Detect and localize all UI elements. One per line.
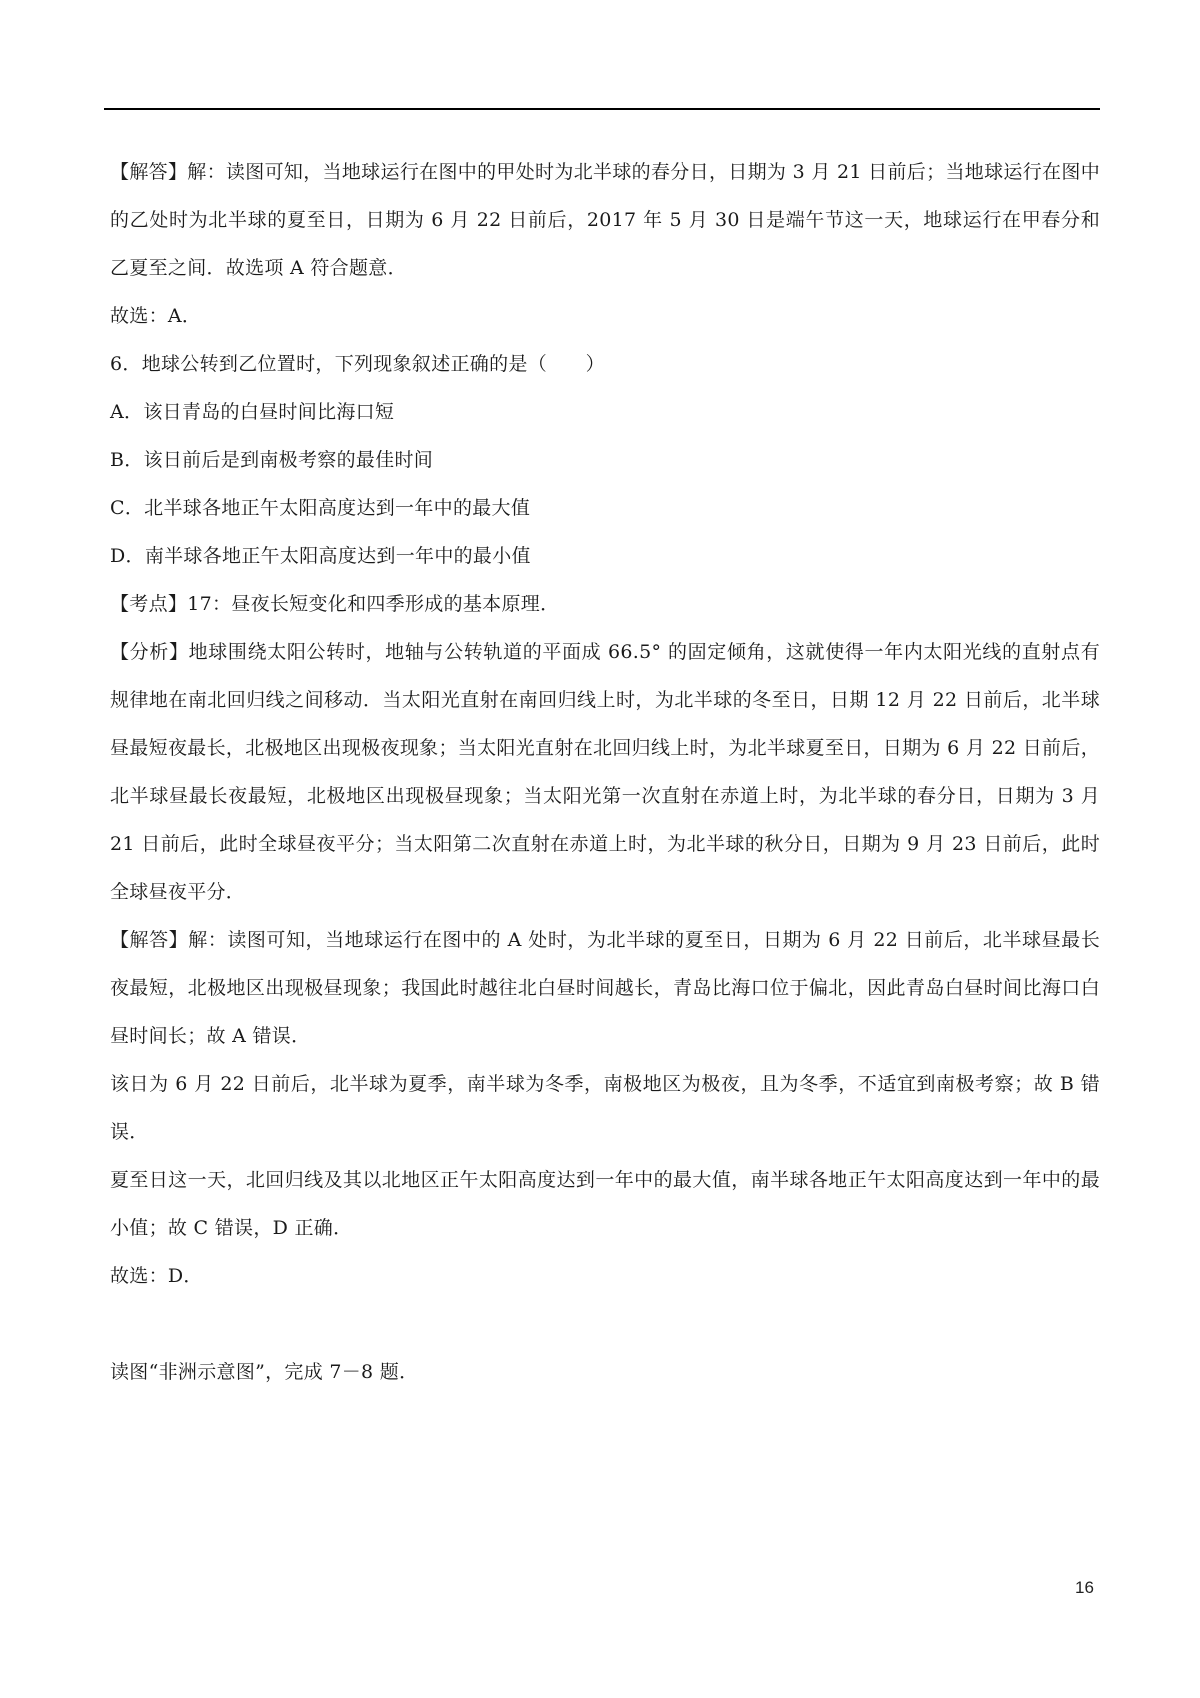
question-6-stem: 6．地球公转到乙位置时，下列现象叙述正确的是（ ） <box>110 353 605 375</box>
answer-explanation-cd: 夏至日这一天，北回归线及其以北地区正午太阳高度达到一年中的最大值，南半球各地正午太阳高度达到一年中的最小值；故 C 错误，D 正确． <box>110 1169 1100 1239</box>
header-rule <box>104 108 1100 110</box>
option-d: D．南半球各地正午太阳高度达到一年中的最小值 <box>110 545 531 567</box>
answer-paragraph-q5: 【解答】解：读图可知，当地球运行在图中的甲处时为北半球的春分日，日期为 3 月 21 日前后；当地球运行在图中的乙处时为北半球的夏至日，日期为 6 月 22 日前后，2017 年 5 月 30 日是端午节这一天，地球运行在甲春分和乙夏至之间．故选项 A 符合题意． <box>110 161 1100 279</box>
answer-choice-q6: 故选：D． <box>110 1265 203 1287</box>
page-number: 16 <box>1075 1578 1094 1597</box>
option-c: C．北半球各地正午太阳高度达到一年中的最大值 <box>110 497 531 519</box>
answer-explanation-b: 该日为 6 月 22 日前后，北半球为夏季，南半球为冬季，南极地区为极夜，且为冬季，不适宜到南极考察；故 B 错误． <box>110 1073 1100 1143</box>
document-body <box>110 148 1107 1396</box>
next-section-intro: 读图“非洲示意图”，完成 7－8 题． <box>110 1361 419 1383</box>
option-a: A．该日青岛的白昼时间比海口短 <box>110 401 395 423</box>
answer-paragraph-q6: 【解答】解：读图可知，当地球运行在图中的 A 处时，为北半球的夏至日，日期为 6 月 22 日前后，北半球昼最长夜最短，北极地区出现极昼现象；我国此时越往北白昼时间越长，青岛比海口位于偏北，因此青岛白昼时间比海口白昼时间长；故 A 错误． <box>110 929 1100 1047</box>
answer-choice-q5: 故选：A． <box>110 305 202 327</box>
key-point: 【考点】17：昼夜长短变化和四季形成的基本原理． <box>110 593 560 615</box>
option-b: B．该日前后是到南极考察的最佳时间 <box>110 449 434 471</box>
analysis-paragraph: 【分析】地球围绕太阳公转时，地轴与公转轨道的平面成 66.5° 的固定倾角，这就使得一年内太阳光线的直射点有规律地在南北回归线之间移动．当太阳光直射在南回归线上时，为北半球的冬至日，日期 12 月 22 日前后，北半球昼最短夜最长，北极地区出现极夜现象；当太阳光直射在北回归线上时，为北半球夏至日，日期为 6 月 22 日前后，北半球昼最长夜最短，北极地区出现极昼现象；当太阳光第一次直射在赤道上时，为北半球的春分日，日期为 3 月 21 日前后，此时全球昼夜平分；当太阳第二次直射在赤道上时，为北半球的秋分日，日期为 9 月 23 日前后，此时全球昼夜平分． <box>110 641 1107 903</box>
blank-line <box>110 1300 1100 1348</box>
